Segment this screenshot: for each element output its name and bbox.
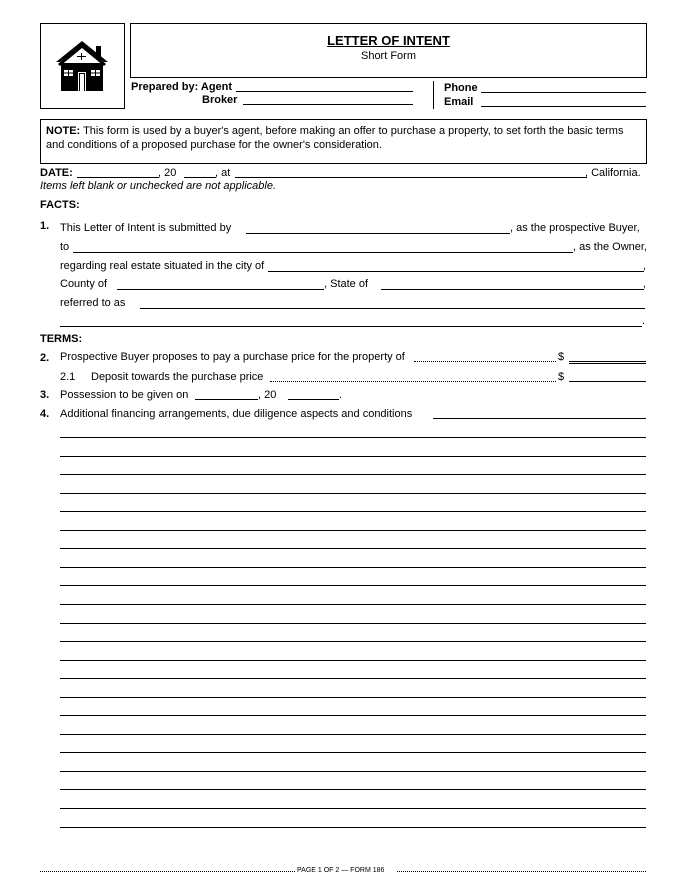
writing-line[interactable] xyxy=(60,715,646,716)
state-suffix: , xyxy=(643,278,647,290)
writing-line[interactable] xyxy=(60,752,646,753)
broker-field[interactable] xyxy=(243,104,413,105)
writing-line[interactable] xyxy=(60,456,646,457)
house-icon xyxy=(41,24,124,108)
referred-field-2[interactable] xyxy=(60,326,642,327)
county-field[interactable] xyxy=(117,289,324,290)
owner-field[interactable] xyxy=(73,252,573,253)
possession-date-field[interactable] xyxy=(195,399,258,400)
note-box xyxy=(40,119,647,164)
year-field[interactable] xyxy=(184,177,216,178)
city-label: regarding real estate situated in the city of xyxy=(60,260,265,272)
item-3-number: 3. xyxy=(40,389,50,401)
location-field[interactable] xyxy=(235,177,587,178)
blank-note: Items left blank or unchecked are not applicable. xyxy=(40,180,277,192)
logo-box xyxy=(40,23,125,109)
deposit-leader xyxy=(270,381,556,382)
phone-field[interactable] xyxy=(481,92,646,93)
writing-line[interactable] xyxy=(60,623,646,624)
deposit-dollar: $ xyxy=(558,371,565,383)
deposit-label: Deposit towards the purchase price xyxy=(91,371,264,383)
form-subtitle: Short Form xyxy=(360,50,416,62)
writing-line[interactable] xyxy=(60,474,646,475)
email-field[interactable] xyxy=(481,106,646,107)
referred-field[interactable] xyxy=(140,308,645,309)
possession-year-field[interactable] xyxy=(288,399,339,400)
writing-line[interactable] xyxy=(60,827,646,828)
price-leader xyxy=(414,361,556,362)
writing-line[interactable] xyxy=(60,641,646,642)
writing-line[interactable] xyxy=(60,585,646,586)
writing-line[interactable] xyxy=(60,678,646,679)
broker-label: Broker xyxy=(202,94,238,106)
writing-line[interactable] xyxy=(60,493,646,494)
deposit-field[interactable] xyxy=(569,381,646,382)
email-label: Email xyxy=(444,96,474,108)
at-label: , at xyxy=(215,167,231,179)
writing-line[interactable] xyxy=(60,530,646,531)
contact-divider xyxy=(433,81,434,109)
buyer-field[interactable] xyxy=(246,233,510,234)
year-prefix: , 20 xyxy=(158,167,177,179)
writing-line[interactable] xyxy=(60,548,646,549)
city-field[interactable] xyxy=(268,271,644,272)
writing-line[interactable] xyxy=(60,734,646,735)
agent-field[interactable] xyxy=(236,91,413,92)
note-label: NOTE: xyxy=(46,125,81,137)
possession-label: Possession to be given on xyxy=(60,389,189,401)
date-label: DATE: xyxy=(40,167,73,179)
footer-rule-left xyxy=(40,871,295,872)
possession-year-prefix: , 20 xyxy=(258,389,277,401)
terms-heading: TERMS: xyxy=(40,333,83,345)
price-dollar: $ xyxy=(558,351,565,363)
facts-heading: FACTS: xyxy=(40,199,80,211)
city-suffix: , xyxy=(643,260,647,272)
owner-suffix: , as the Owner, xyxy=(573,241,647,253)
price-field[interactable] xyxy=(569,361,646,364)
to-label: to xyxy=(60,241,70,253)
writing-line[interactable] xyxy=(60,604,646,605)
writing-line[interactable] xyxy=(60,808,646,809)
writing-line[interactable] xyxy=(60,789,646,790)
state-field[interactable] xyxy=(381,289,644,290)
referred-end: . xyxy=(642,315,646,327)
item-4-number: 4. xyxy=(40,408,50,420)
writing-line[interactable] xyxy=(60,697,646,698)
buyer-suffix: , as the prospective Buyer, xyxy=(510,222,640,234)
item-2-number: 2. xyxy=(40,352,50,364)
county-label: County of xyxy=(60,278,108,290)
additional-field[interactable] xyxy=(433,418,646,419)
possession-end: . xyxy=(339,389,343,401)
price-label: Prospective Buyer proposes to pay a purchase price for the property of xyxy=(60,351,405,363)
item-1-number: 1. xyxy=(40,220,50,232)
item-2-1-number: 2.1 xyxy=(60,371,76,383)
date-field[interactable] xyxy=(77,177,159,178)
submitted-by-label: This Letter of Intent is submitted by xyxy=(60,222,232,234)
writing-line[interactable] xyxy=(60,660,646,661)
california-label: , California. xyxy=(585,167,641,179)
form-title: LETTER OF INTENT xyxy=(327,33,450,48)
writing-line[interactable] xyxy=(60,511,646,512)
writing-line[interactable] xyxy=(60,437,646,438)
prepared-by-label: Prepared by: Agent xyxy=(131,81,233,93)
referred-label: referred to as xyxy=(60,297,126,309)
additional-label: Additional financing arrangements, due diligence aspects and conditions xyxy=(60,408,413,420)
state-label: , State of xyxy=(324,278,369,290)
footer-text: PAGE 1 OF 2 — FORM 186 xyxy=(297,867,385,874)
writing-line[interactable] xyxy=(60,771,646,772)
footer-rule-right xyxy=(397,871,646,872)
writing-line[interactable] xyxy=(60,567,646,568)
note-text: This form is used by a buyer's agent, before making an offer to purchase a property, to set forth the basic terms and conditions of a proposed purchase for the owner's consideration. xyxy=(46,125,624,151)
phone-label: Phone xyxy=(444,82,478,94)
